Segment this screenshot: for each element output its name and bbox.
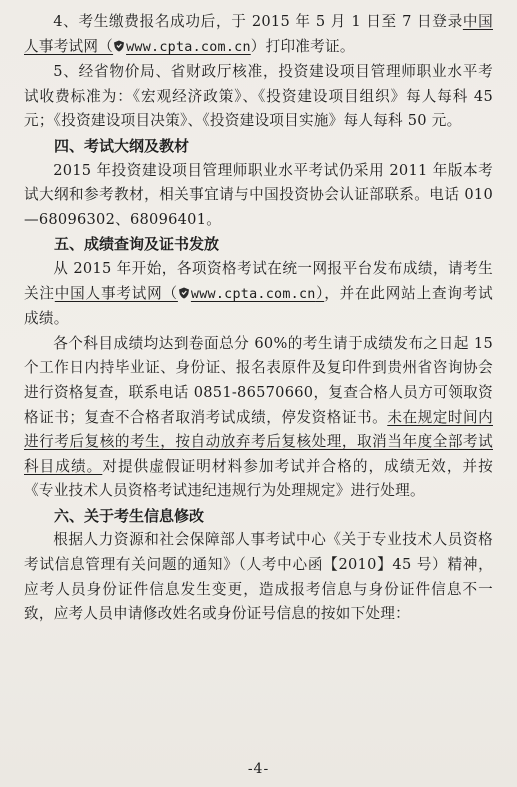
paragraph-score-query <box>24 257 493 332</box>
cert-text: 各个科目成绩均达到卷面总分 60%的考生请于成绩发布之日起 15 个工作日内持毕业证、身份证、报名表原件及复印件到贵州省咨询协会进行资格复查，联系电话 0851-86570660，复查合格人员方可领取资格证书；复查不合格者取消考试成绩，停发资格证书。 <box>24 334 493 426</box>
query-tail: ，并在此网站上查询考试成绩。 <box>24 284 493 328</box>
shield-icon <box>113 40 125 52</box>
page-number: -4- <box>247 761 270 777</box>
query-text: 从 2015 年开始，各项资格考试在统一网报平台发布成绩，请考生关注 <box>24 259 493 302</box>
section-heading-5: 五、成绩查询及证书发放 <box>54 235 220 254</box>
paragraph-item-4 <box>24 10 493 60</box>
section-heading-6: 六、关于考生信息修改 <box>54 506 205 525</box>
cpta-link-2[interactable]: 中国人事考试网（ www.cpta.com.cn） <box>54 284 325 302</box>
item4-tail: ）打印准考证。 <box>250 37 355 55</box>
shield-icon <box>178 287 190 299</box>
section-heading-4: 四、考试大纲及教材 <box>54 136 190 155</box>
cert-tail: 对提供虚假证明材料参加考试并合格的，成绩无效，并按《专业技术人员资格考试违纪违规行为处理规定》进行处理。 <box>24 457 493 500</box>
cpta-link[interactable]: 中国人事考试网（ www.cpta.com.cn <box>24 13 493 55</box>
item4-text: 4、考生缴费报名成功后，于 2015 年 5 月 1 日至 7 日登录 <box>53 13 463 30</box>
paragraph-certificate <box>24 332 493 504</box>
paragraph-item-5: 5、经省物价局、省财政厅核准，投资建设项目管理师职业水平考试收费标准为：《宏观经济政策》、《投资建设项目组织》每人每科 45 元；《投资建设项目决策》、《投资建设项目实施》每人每科 50 元。 <box>24 63 493 130</box>
cert-underlined-notice: 未在规定时间内进行考后复核的考生，按自动放弃考后复核处理，取消当年度全部考试科目成绩。 <box>24 408 493 475</box>
paragraph-info-change: 根据人力资源和社会保障部人事考试中心《关于专业技术人员资格考试信息管理有关问题的通知》（人考中心函【2010】45 号）精神，应考人员身份证件信息发生变更，造成报考信息与身份证件信息不一致，应考人员申请修改姓名或身份证号信息的按如下处理： <box>24 531 493 623</box>
paragraph-outline: 2015 年投资建设项目管理师职业水平考试仍采用 2011 年版本考试大纲和参考教材，相关事宜请与中国投资协会认证部联系。电话 010—68096302、68096401。 <box>24 161 493 228</box>
